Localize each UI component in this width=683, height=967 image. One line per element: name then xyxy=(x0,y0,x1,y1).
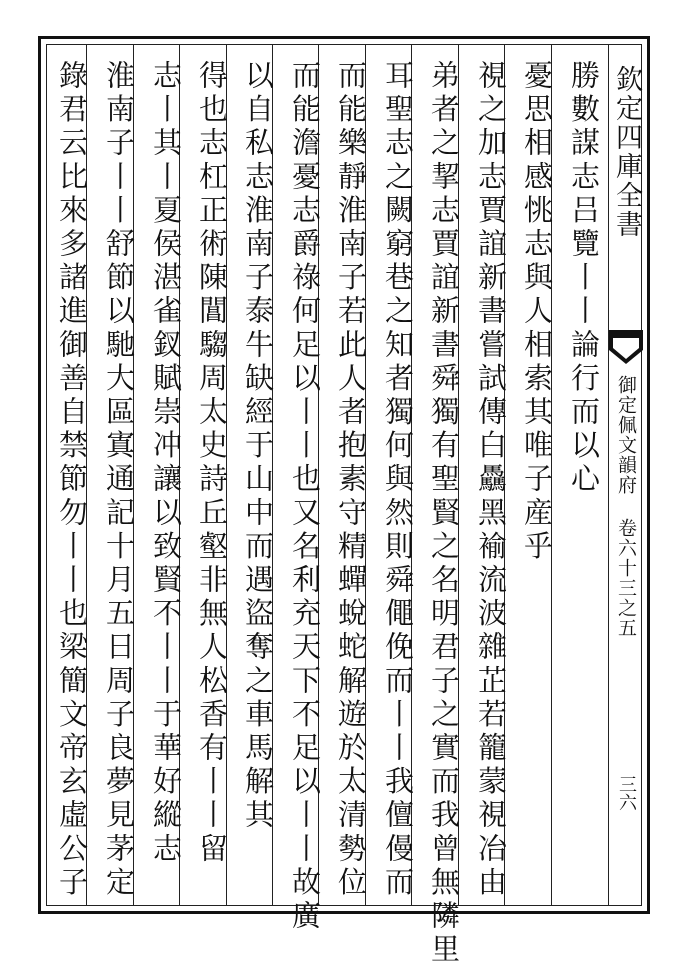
page-number: 三六 xyxy=(616,775,637,811)
book-title: 欽定四庫全書 xyxy=(611,65,642,239)
text-column-8: 以自私志淮南子泰牛缺經于山中而遇盜奪之車馬解其 xyxy=(241,60,275,833)
text-column-6: 而能樂靜淮南子若此人者抱素守精蟬蛻蛇解遊於太清勢位 xyxy=(334,60,368,900)
text-column-3: 視之加志賈誼新書嘗試傳白驫黑褕流波雜芷若籠蒙視冶由 xyxy=(474,60,508,900)
text-column-9: 得也志杠正術陳閶騶周太史詩丘壑非無人松香有丨丨留 xyxy=(195,60,229,867)
page-banner xyxy=(608,45,642,905)
text-column-11: 淮南子丨丨舒節以馳大區寘通記十月五日周子良夢見茅定 xyxy=(102,60,136,900)
text-column-4: 弟者之挈志賈誼新書舜獨有聖賢之名明君子之實而我曾無隣里 xyxy=(427,60,461,967)
text-column-1: 勝數謀志吕覽丨丨論行而以心 xyxy=(567,60,601,497)
section-title: 御定佩文韻府 卷六十三之五 xyxy=(615,375,637,638)
text-column-2: 憂思相感恌志與人相索其唯子産乎 xyxy=(520,60,554,564)
fish-tail-mark-icon xyxy=(609,330,643,366)
text-column-5: 耳聖志之闕窮巷之知者獨何與然則舜僶俛而丨丨我儃僈而 xyxy=(381,60,415,900)
text-column-10: 志丨其丨夏侯湛雀釵賦崇冲讓以致賢不丨丨于華好縱志 xyxy=(149,60,183,867)
text-column-7: 而能澹憂志爵祿何足以丨丨也又名利充天下不足以丨丨故廣 xyxy=(288,60,322,934)
text-column-12: 錄君云比來多諸進御善自禁節勿丨丨也梁簡文帝玄虛公子 xyxy=(55,60,89,900)
